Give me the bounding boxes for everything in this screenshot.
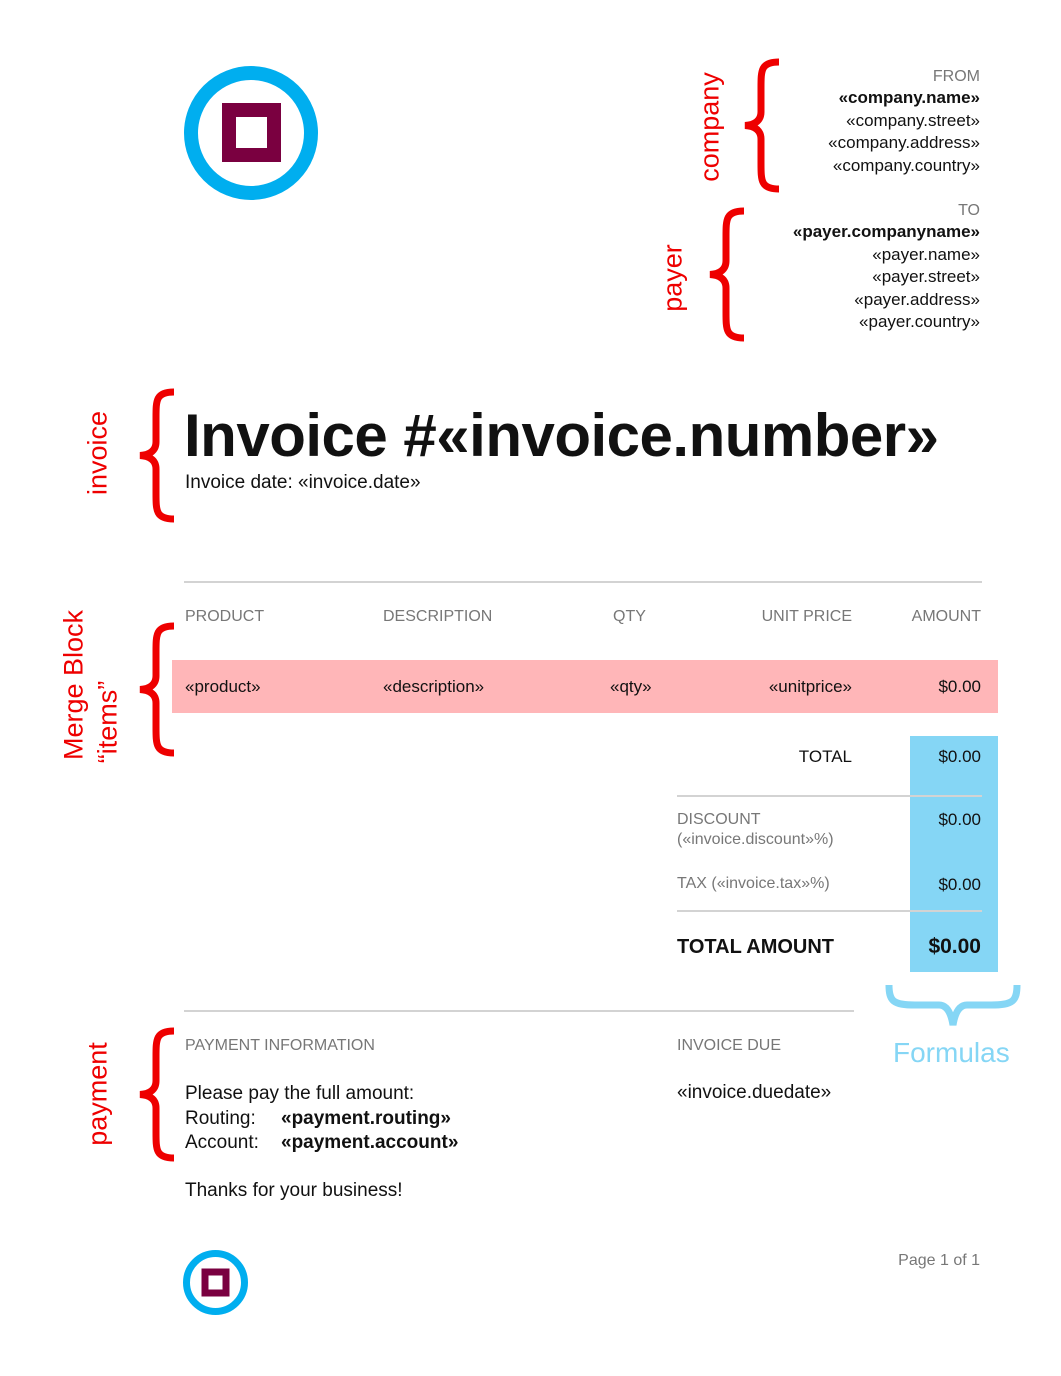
company-street: «company.street» (846, 110, 980, 130)
divider (184, 1010, 854, 1012)
account-value: «payment.account» (281, 1132, 459, 1153)
brace-payment-icon (135, 1027, 177, 1162)
from-label: FROM (932, 68, 980, 85)
divider (677, 910, 982, 912)
cell-amount: $0.00 (938, 677, 981, 696)
total-amount-label: TOTAL AMOUNT (677, 936, 835, 958)
cell-product: «product» (185, 677, 261, 696)
table-row (172, 660, 998, 713)
discount-label-text: DISCOUNT (677, 811, 761, 828)
total-amount-value: $0.00 (928, 935, 981, 958)
payment-info-label: PAYMENT INFORMATION (185, 1037, 375, 1054)
payer-companyname: «payer.companyname» (792, 222, 980, 241)
routing-value: «payment.routing» (281, 1107, 451, 1129)
discount-percent: («invoice.discount»%) (677, 831, 834, 848)
from-block (828, 67, 980, 177)
cell-unit-price: «unitprice» (768, 677, 852, 696)
footer-logo (183, 1250, 248, 1315)
brace-payer-icon (705, 207, 747, 342)
routing-label: Routing: (185, 1107, 256, 1129)
to-block (793, 201, 980, 334)
annotation-merge-block: Merge Block (58, 609, 89, 761)
discount-label (677, 810, 834, 850)
header-amount: AMOUNT (911, 608, 981, 625)
annotation-invoice: invoice (82, 410, 113, 496)
invoice-due-label: INVOICE DUE (677, 1037, 782, 1054)
tax-value: $0.00 (938, 875, 981, 894)
invoice-title: Invoice #«invoice.number» (184, 402, 939, 469)
invoice-due-value: «invoice.duedate» (677, 1082, 832, 1103)
payment-instruction: Please pay the full amount: (185, 1083, 415, 1104)
divider (184, 581, 982, 583)
annotation-payment: payment (82, 1042, 113, 1146)
thanks-text: Thanks for your business! (185, 1180, 403, 1201)
brace-invoice-icon (135, 388, 177, 523)
company-logo (184, 66, 318, 200)
header-product: PRODUCT (185, 608, 265, 625)
company-country: «company.country» (832, 155, 980, 175)
payer-name: «payer.name» (872, 244, 980, 264)
company-address: «company.address» (828, 133, 980, 152)
page-number: Page 1 of 1 (898, 1252, 980, 1269)
header-unit-price: UNIT PRICE (761, 608, 852, 625)
divider (677, 795, 982, 797)
discount-value: $0.00 (938, 810, 981, 829)
tax-label: TAX («invoice.tax»%) (677, 875, 830, 892)
payment-details (185, 1082, 458, 1156)
brace-formulas-icon (885, 985, 1021, 1027)
annotation-company: company (694, 72, 725, 182)
account-label: Account: (185, 1132, 259, 1153)
header-qty: QTY (613, 608, 646, 625)
payer-address: «payer.address» (854, 289, 980, 309)
annotation-formulas: Formulas (893, 1037, 1010, 1068)
annotation-items: “items” (92, 680, 123, 764)
payer-country: «payer.country» (859, 312, 980, 331)
payer-street: «payer.street» (872, 267, 980, 286)
cell-qty: «qty» (610, 677, 652, 696)
brace-company-icon (740, 58, 782, 193)
cell-description: «description» (383, 677, 485, 696)
invoice-date: Invoice date: «invoice.date» (185, 472, 421, 493)
total-value: $0.00 (938, 747, 981, 766)
company-name: «company.name» (838, 88, 980, 107)
brace-merge-block-icon (135, 622, 177, 757)
to-label: TO (958, 202, 980, 219)
total-label: TOTAL (798, 747, 852, 766)
annotation-payer: payer (657, 244, 688, 312)
header-description: DESCRIPTION (383, 608, 493, 625)
